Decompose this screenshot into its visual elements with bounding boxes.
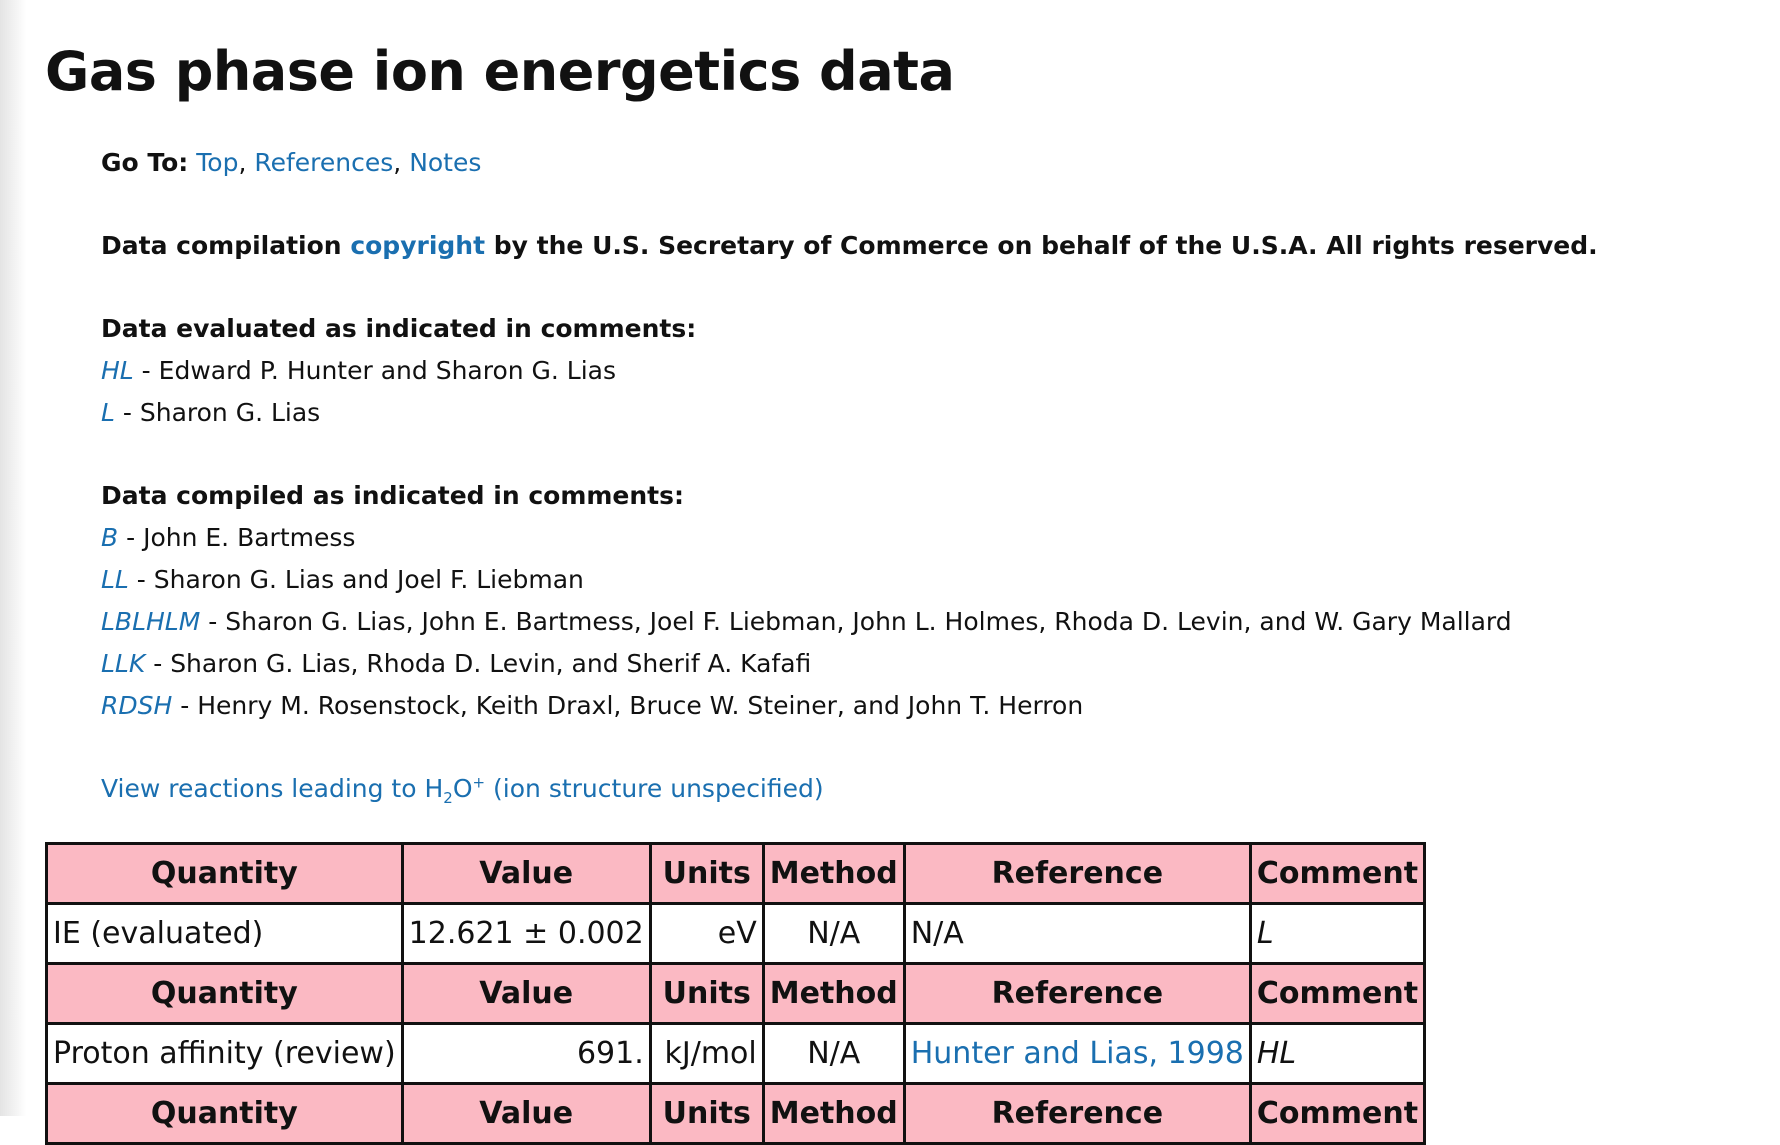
evaluated-section (101, 308, 696, 434)
evaluated-heading: Data evaluated as indicated in comments: (101, 314, 697, 343)
cell-quantity: Proton affinity (review) (47, 1024, 403, 1084)
header-comment: Comment (1250, 1084, 1424, 1144)
compiler-names: Sharon G. Lias and Joel F. Liebman (153, 565, 584, 594)
goto-label: Go To: (101, 148, 189, 177)
header-quantity: Quantity (47, 1084, 403, 1144)
abbr-link-hl[interactable]: HL (101, 356, 134, 385)
page-title: Gas phase ion energetics data (45, 40, 955, 103)
table-row (47, 904, 1425, 964)
cell-reference: N/A (904, 904, 1250, 964)
table-header-row (47, 844, 1425, 904)
goto-top-link[interactable]: Top (196, 148, 239, 177)
compiler-names: John E. Bartmess (143, 523, 356, 552)
compiler-item: RDSH - Henry M. Rosenstock, Keith Draxl, Bruce W. Steiner, and John T. Herron (101, 691, 1084, 720)
cell-comment (1250, 904, 1424, 964)
copyright-notice (101, 225, 1598, 267)
view-reactions-suffix: (ion structure unspecified) (485, 774, 824, 803)
cell-value: 691. (402, 1024, 650, 1084)
comment-link-l[interactable]: L (1256, 916, 1274, 951)
abbr-link-lblhlm[interactable]: LBLHLM (101, 607, 201, 636)
header-reference: Reference (904, 964, 1250, 1024)
abbr-link-b[interactable]: B (101, 523, 119, 552)
header-quantity: Quantity (47, 964, 403, 1024)
energetics-table (45, 842, 1426, 1145)
header-value: Value (402, 844, 650, 904)
table-row (47, 1024, 1425, 1084)
cell-units: eV (650, 904, 763, 964)
reference-link[interactable]: Hunter and Lias, 1998 (910, 1036, 1244, 1071)
abbr-link-llk[interactable]: LLK (101, 649, 146, 678)
abbr-link-rdsh[interactable]: RDSH (101, 691, 173, 720)
left-shadow (0, 0, 26, 1116)
cell-comment (1250, 1024, 1424, 1084)
cell-method: N/A (763, 1024, 904, 1084)
evaluator-item: HL - Edward P. Hunter and Sharon G. Lias (101, 356, 617, 385)
compiler-names: Sharon G. Lias, John E. Bartmess, Joel F. Liebman, John L. Holmes, Rhoda D. Levin, and W. Gary Mallard (225, 607, 1512, 636)
goto-nav: Go To: Top, References, Notes (101, 148, 482, 177)
compiled-section (101, 475, 1512, 727)
compiler-item: LBLHLM - Sharon G. Lias, John E. Bartmess, Joel F. Liebman, John L. Holmes, Rhoda D. Levin, and W. Gary Mallard (101, 607, 1512, 636)
compiler-item: LLK - Sharon G. Lias, Rhoda D. Levin, and Sherif A. Kafafi (101, 649, 812, 678)
header-method: Method (763, 964, 904, 1024)
compiler-names: Sharon G. Lias, Rhoda D. Levin, and Sherif A. Kafafi (170, 649, 812, 678)
cell-units: kJ/mol (650, 1024, 763, 1084)
header-units: Units (650, 1084, 763, 1144)
copyright-prefix: Data compilation (101, 231, 342, 260)
abbr-link-l[interactable]: L (101, 398, 115, 427)
copyright-suffix: by the U.S. Secretary of Commerce on behalf of the U.S.A. All rights reserved. (493, 231, 1598, 260)
goto-notes-link[interactable]: Notes (409, 148, 482, 177)
table-header-row (47, 964, 1425, 1024)
cell-method: N/A (763, 904, 904, 964)
evaluator-names: Edward P. Hunter and Sharon G. Lias (158, 356, 617, 385)
header-reference: Reference (904, 1084, 1250, 1144)
evaluator-item: L - Sharon G. Lias (101, 398, 321, 427)
goto-references-link[interactable]: References (254, 148, 394, 177)
view-reactions-superscript: + (472, 773, 486, 792)
compiler-item: B - John E. Bartmess (101, 523, 356, 552)
view-reactions-link[interactable] (101, 773, 824, 807)
header-quantity: Quantity (47, 844, 403, 904)
header-value: Value (402, 964, 650, 1024)
view-reactions-subscript: 2 (443, 789, 453, 807)
view-reactions-mid: O (452, 774, 473, 803)
compiler-names: Henry M. Rosenstock, Keith Draxl, Bruce W. Steiner, and John T. Herron (197, 691, 1084, 720)
header-units: Units (650, 964, 763, 1024)
header-reference: Reference (904, 844, 1250, 904)
header-method: Method (763, 844, 904, 904)
header-comment: Comment (1250, 964, 1424, 1024)
view-reactions (101, 768, 824, 810)
header-units: Units (650, 844, 763, 904)
view-reactions-prefix: View reactions leading to H (101, 774, 444, 803)
header-method: Method (763, 1084, 904, 1144)
compiler-item: LL - Sharon G. Lias and Joel F. Liebman (101, 565, 584, 594)
cell-reference (904, 1024, 1250, 1084)
table-header-row (47, 1084, 1425, 1144)
cell-value: 12.621 ± 0.002 (402, 904, 650, 964)
abbr-link-ll[interactable]: LL (101, 565, 129, 594)
header-value: Value (402, 1084, 650, 1144)
copyright-link[interactable]: copyright (350, 231, 486, 260)
evaluator-names: Sharon G. Lias (139, 398, 321, 427)
header-comment: Comment (1250, 844, 1424, 904)
cell-quantity: IE (evaluated) (47, 904, 403, 964)
comment-link-hl[interactable]: HL (1256, 1036, 1297, 1071)
compiled-heading: Data compiled as indicated in comments: (101, 481, 685, 510)
